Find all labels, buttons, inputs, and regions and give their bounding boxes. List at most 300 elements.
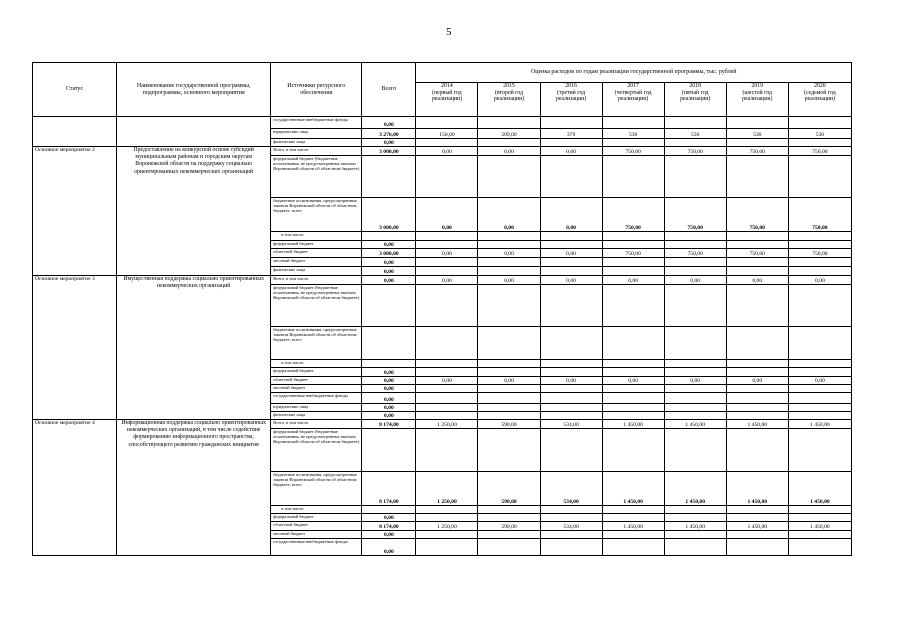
year-value-cell — [788, 429, 851, 472]
name-cell: Информационная поддержка социально ориентированных некоммерческих организаций, в том числе содействие формированию информационного пространства, способствующего развитию гражданских инициатив — [117, 420, 271, 556]
source-cell: государственные внебюджетные фонды — [271, 393, 362, 404]
year-value-cell — [664, 393, 726, 404]
source-cell: областной бюджет — [271, 249, 362, 258]
year-value-cell: 1 450,00 — [664, 472, 726, 506]
source-cell: бюджетные ассигнования, предусмотренные законом Воронежской области об областном бюджете, всего — [271, 198, 362, 232]
year-value-cell: 534,00 — [540, 522, 602, 531]
source-cell: федеральный бюджет (бюджетные ассигнования, не предусмотренные законом Воронежской области об областном бюджете) — [271, 285, 362, 327]
year-value-cell — [540, 117, 602, 129]
year-value-cell: 1 450,00 — [726, 420, 788, 429]
year-value-cell — [602, 385, 664, 393]
header-year-2019 — [726, 83, 788, 117]
year-value-cell: 1 450,00 — [602, 420, 664, 429]
year-value-cell — [602, 412, 664, 420]
year-value-cell — [788, 241, 851, 249]
year-value-cell — [664, 241, 726, 249]
year-value-cell — [478, 429, 540, 472]
source-cell: юридические лица — [271, 404, 362, 412]
year-value-cell: 530 — [726, 129, 788, 139]
year-value-cell — [602, 368, 664, 377]
year-value-cell: 1 250,00 — [416, 472, 478, 506]
year-value-cell: 530 — [664, 129, 726, 139]
year-value-cell: 750,00 — [664, 249, 726, 258]
year-value-cell — [726, 327, 788, 360]
cont-row — [33, 117, 852, 129]
year-value-cell — [416, 327, 478, 360]
year-value-cell — [664, 156, 726, 198]
total-cell: 0,00 — [362, 241, 416, 249]
name-cell: Имущественная поддержка социально ориентированных некоммерческих организаций — [117, 276, 271, 420]
year-number: 2016 — [565, 83, 577, 89]
year-value-cell — [726, 139, 788, 147]
year-value-cell — [478, 258, 540, 267]
year-value-cell — [540, 327, 602, 360]
year-value-cell — [478, 139, 540, 147]
year-value-cell: 0,00 — [478, 377, 540, 385]
year-value-cell — [726, 232, 788, 241]
total-cell — [362, 156, 416, 198]
year-value-cell: 1 250,00 — [416, 420, 478, 429]
year-label: (седьмой год реализации) — [804, 89, 836, 103]
source-cell: местный бюджет — [271, 258, 362, 267]
total-cell: 0,00 — [362, 539, 416, 556]
year-value-cell — [602, 139, 664, 147]
total-cell: 8 174,00 — [362, 472, 416, 506]
source-cell: областной бюджет — [271, 377, 362, 385]
year-value-cell — [664, 539, 726, 556]
source-cell: в том числе: — [271, 360, 362, 368]
year-label: (первый год реализации) — [431, 89, 463, 103]
total-cell: 0,00 — [362, 139, 416, 147]
year-value-cell — [416, 360, 478, 368]
year-value-cell — [416, 267, 478, 276]
year-value-cell — [416, 139, 478, 147]
total-cell: 0,00 — [362, 276, 416, 285]
year-number: 2014 — [441, 83, 453, 89]
year-value-cell — [726, 258, 788, 267]
year-value-cell: 1 450,00 — [664, 420, 726, 429]
year-value-cell — [788, 285, 851, 327]
year-value-cell — [726, 285, 788, 327]
year-value-cell — [726, 393, 788, 404]
year-label: (второй год реализации) — [493, 89, 525, 103]
year-value-cell — [416, 429, 478, 472]
year-value-cell — [788, 156, 851, 198]
source-cell: государственные внебюджетные фонды — [271, 117, 362, 129]
year-value-cell: 0,00 — [788, 377, 851, 385]
year-value-cell — [664, 514, 726, 522]
year-value-cell — [478, 404, 540, 412]
year-value-cell — [416, 385, 478, 393]
year-value-cell: 0,00 — [540, 276, 602, 285]
year-value-cell — [726, 429, 788, 472]
source-cell: Всего, в том числе: — [271, 147, 362, 156]
year-value-cell — [416, 412, 478, 420]
year-value-cell: 1 250,00 — [416, 522, 478, 531]
year-value-cell — [540, 267, 602, 276]
total-cell — [362, 232, 416, 241]
year-value-cell — [664, 117, 726, 129]
year-value-cell — [788, 117, 851, 129]
year-value-cell — [664, 506, 726, 514]
total-cell: 0,00 — [362, 368, 416, 377]
source-cell: Всего, в том числе: — [271, 420, 362, 429]
source-cell: областной бюджет — [271, 522, 362, 531]
year-value-cell — [416, 258, 478, 267]
year-value-cell — [478, 412, 540, 420]
year-value-cell — [478, 531, 540, 539]
total-cell: 0,00 — [362, 258, 416, 267]
year-label: (четвертый год реализации) — [614, 89, 652, 103]
year-value-cell: 0,00 — [664, 377, 726, 385]
year-value-cell: 0,00 — [540, 377, 602, 385]
year-value-cell — [478, 514, 540, 522]
source-cell: федеральный бюджет (бюджетные ассигнования, не предусмотренные законом Воронежской области об областном бюджете) — [271, 429, 362, 472]
year-value-cell — [478, 539, 540, 556]
status-cell: Основное мероприятие 3 — [33, 276, 117, 420]
year-value-cell: 750,00 — [726, 198, 788, 232]
year-value-cell — [664, 139, 726, 147]
year-value-cell: 590,00 — [478, 522, 540, 531]
year-number: 2018 — [689, 83, 701, 89]
year-value-cell — [602, 360, 664, 368]
header-year-2015 — [478, 83, 540, 117]
year-value-cell — [540, 412, 602, 420]
year-value-cell — [602, 241, 664, 249]
year-value-cell — [540, 531, 602, 539]
year-value-cell — [664, 258, 726, 267]
year-value-cell: 1 450,00 — [788, 522, 851, 531]
year-value-cell: 750,00 — [602, 249, 664, 258]
year-value-cell: 590,00 — [478, 472, 540, 506]
total-cell: 0,00 — [362, 385, 416, 393]
source-cell: бюджетные ассигнования, предусмотренные законом Воронежской области об областном бюджете, всего — [271, 472, 362, 506]
source-cell: местный бюджет — [271, 531, 362, 539]
total-cell: 3 000,00 — [362, 249, 416, 258]
year-value-cell — [602, 156, 664, 198]
year-value-cell — [726, 368, 788, 377]
year-value-cell — [478, 393, 540, 404]
year-value-cell — [788, 360, 851, 368]
year-number: 2017 — [627, 83, 639, 89]
year-value-cell: 0,00 — [540, 249, 602, 258]
year-value-cell — [788, 412, 851, 420]
year-value-cell: 750,00 — [664, 198, 726, 232]
year-value-cell — [602, 285, 664, 327]
total-cell: 0,00 — [362, 514, 416, 522]
year-value-cell — [540, 139, 602, 147]
year-value-cell — [478, 232, 540, 241]
year-value-cell — [726, 267, 788, 276]
year-value-cell — [788, 139, 851, 147]
year-value-cell: 534,00 — [540, 472, 602, 506]
year-value-cell — [664, 360, 726, 368]
year-value-cell — [416, 156, 478, 198]
total-cell: 0,00 — [362, 531, 416, 539]
m2-row — [33, 147, 852, 156]
year-value-cell — [602, 267, 664, 276]
year-value-cell — [602, 232, 664, 241]
year-value-cell — [540, 393, 602, 404]
year-value-cell — [664, 404, 726, 412]
total-cell: 8 174,00 — [362, 420, 416, 429]
source-cell: местный бюджет — [271, 385, 362, 393]
year-value-cell: 0,00 — [602, 276, 664, 285]
year-value-cell — [478, 117, 540, 129]
year-value-cell — [416, 232, 478, 241]
year-value-cell: 750,00 — [664, 147, 726, 156]
year-value-cell: 0,00 — [478, 147, 540, 156]
year-value-cell — [602, 506, 664, 514]
status-cell: Основное мероприятие 2 — [33, 147, 117, 276]
year-value-cell — [416, 241, 478, 249]
total-cell — [362, 285, 416, 327]
header-name: Наименование государственной программы, подпрограммы, основного мероприятия — [117, 63, 271, 117]
year-value-cell: 379 — [540, 129, 602, 139]
status-cell: Основное мероприятие 4 — [33, 420, 117, 556]
year-value-cell: 750,00 — [788, 147, 851, 156]
year-label: (шестой год реализации) — [742, 89, 773, 103]
year-value-cell: 0,00 — [726, 276, 788, 285]
year-value-cell: 750,00 — [602, 198, 664, 232]
total-cell: 0,00 — [362, 412, 416, 420]
year-value-cell: 750,00 — [726, 147, 788, 156]
total-cell — [362, 429, 416, 472]
source-cell: физические лица — [271, 267, 362, 276]
year-value-cell — [788, 232, 851, 241]
year-value-cell — [540, 241, 602, 249]
year-value-cell — [726, 514, 788, 522]
header-row — [33, 63, 852, 83]
year-value-cell — [602, 117, 664, 129]
year-value-cell — [788, 393, 851, 404]
source-cell: в том числе: — [271, 506, 362, 514]
year-value-cell: 0,00 — [416, 198, 478, 232]
total-cell: 0,00 — [362, 267, 416, 276]
year-label: (третий год реализации) — [555, 89, 587, 103]
year-value-cell: 0,00 — [664, 276, 726, 285]
page-number: 5 — [446, 26, 452, 38]
year-value-cell — [664, 368, 726, 377]
source-cell: физические лица — [271, 412, 362, 420]
total-cell: 3 000,00 — [362, 198, 416, 232]
year-value-cell — [602, 404, 664, 412]
total-cell — [362, 327, 416, 360]
year-value-cell — [788, 327, 851, 360]
year-value-cell — [602, 393, 664, 404]
status-cell-empty — [33, 117, 117, 147]
source-cell: в том числе: — [271, 232, 362, 241]
year-value-cell — [788, 531, 851, 539]
year-value-cell — [478, 156, 540, 198]
year-value-cell — [726, 156, 788, 198]
year-value-cell: 1 450,00 — [726, 522, 788, 531]
year-value-cell — [788, 385, 851, 393]
year-value-cell — [540, 429, 602, 472]
total-cell: 0,00 — [362, 377, 416, 385]
year-value-cell: 0,00 — [478, 249, 540, 258]
total-cell: 3 000,00 — [362, 147, 416, 156]
year-value-cell: 0,00 — [788, 276, 851, 285]
year-value-cell — [478, 360, 540, 368]
year-value-cell: 0,00 — [416, 249, 478, 258]
year-value-cell: 750,00 — [726, 249, 788, 258]
year-value-cell — [726, 360, 788, 368]
m3-row — [33, 276, 852, 285]
year-value-cell — [540, 156, 602, 198]
year-value-cell: 0,00 — [540, 198, 602, 232]
year-value-cell — [416, 393, 478, 404]
year-value-cell — [788, 404, 851, 412]
year-value-cell — [540, 404, 602, 412]
year-value-cell — [664, 285, 726, 327]
year-value-cell — [602, 539, 664, 556]
year-value-cell: 1 450,00 — [664, 522, 726, 531]
year-value-cell — [416, 531, 478, 539]
year-value-cell — [416, 368, 478, 377]
year-value-cell: 1 450,00 — [726, 472, 788, 506]
year-value-cell — [540, 232, 602, 241]
year-value-cell — [602, 327, 664, 360]
total-cell: 0,00 — [362, 117, 416, 129]
year-label: (пятый год реализации) — [680, 89, 711, 103]
source-cell: государственные внебюджетные фонды — [271, 539, 362, 556]
year-value-cell — [788, 267, 851, 276]
year-value-cell — [540, 360, 602, 368]
header-year-2017 — [602, 83, 664, 117]
year-value-cell — [602, 514, 664, 522]
source-cell: Всего, в том числе: — [271, 276, 362, 285]
year-value-cell — [416, 285, 478, 327]
m4-row — [33, 420, 852, 429]
name-cell: Предоставление на конкурсной основе субсидий муниципальным районам и городским округам Воронежской области на поддержку социально ориентированных некоммерческих организаций — [117, 147, 271, 276]
year-value-cell: 1 450,00 — [602, 472, 664, 506]
year-value-cell: 750,00 — [788, 249, 851, 258]
year-value-cell — [726, 506, 788, 514]
header-year-2020 — [788, 83, 851, 117]
header-source: Источники ресурсного обеспечения — [271, 63, 362, 117]
year-value-cell — [788, 258, 851, 267]
year-value-cell: 1 450,00 — [602, 522, 664, 531]
year-value-cell — [788, 514, 851, 522]
year-value-cell — [540, 385, 602, 393]
year-number: 2015 — [503, 83, 515, 89]
year-value-cell: 1 450,00 — [788, 472, 851, 506]
total-cell — [362, 506, 416, 514]
year-value-cell — [664, 327, 726, 360]
source-cell: федеральный бюджет — [271, 368, 362, 377]
year-value-cell: 0,00 — [416, 377, 478, 385]
year-value-cell — [602, 258, 664, 267]
source-cell: федеральный бюджет — [271, 514, 362, 522]
year-value-cell — [540, 368, 602, 377]
year-value-cell — [540, 258, 602, 267]
year-number: 2020 — [814, 83, 826, 89]
year-value-cell — [540, 285, 602, 327]
year-value-cell — [478, 267, 540, 276]
year-value-cell: 0,00 — [416, 147, 478, 156]
year-value-cell: 0,00 — [416, 276, 478, 285]
year-value-cell — [788, 368, 851, 377]
year-value-cell — [416, 514, 478, 522]
year-value-cell: 0,00 — [602, 377, 664, 385]
header-total: Всего — [362, 63, 416, 117]
header-status: Статус — [33, 63, 117, 117]
year-value-cell — [726, 241, 788, 249]
budget-table-body — [33, 63, 852, 556]
year-value-cell — [788, 506, 851, 514]
year-value-cell: 534,00 — [540, 420, 602, 429]
year-value-cell: 0,00 — [726, 377, 788, 385]
total-cell: 3 276,00 — [362, 129, 416, 139]
year-value-cell — [478, 241, 540, 249]
source-cell: бюджетные ассигнования, предусмотренные законом Воронежской области об областном бюджете, всего — [271, 327, 362, 360]
total-cell: 0,00 — [362, 404, 416, 412]
year-value-cell — [416, 539, 478, 556]
year-value-cell — [478, 368, 540, 377]
year-value-cell — [540, 539, 602, 556]
year-value-cell — [478, 285, 540, 327]
year-number: 2019 — [751, 83, 764, 89]
year-value-cell — [416, 506, 478, 514]
year-value-cell — [664, 412, 726, 420]
year-value-cell — [540, 514, 602, 522]
year-value-cell: 750,00 — [788, 198, 851, 232]
year-value-cell — [478, 506, 540, 514]
year-value-cell — [664, 267, 726, 276]
source-cell: федеральный бюджет (бюджетные ассигнования, не предусмотренные законом Воронежской области об областном бюджете) — [271, 156, 362, 198]
year-value-cell — [726, 117, 788, 129]
source-cell: федеральный бюджет — [271, 241, 362, 249]
budget-table — [32, 62, 852, 556]
year-value-cell — [416, 117, 478, 129]
year-value-cell: 590,00 — [478, 420, 540, 429]
year-value-cell — [602, 531, 664, 539]
year-value-cell: 589,00 — [478, 129, 540, 139]
year-value-cell — [478, 385, 540, 393]
source-cell: физические лица — [271, 139, 362, 147]
name-cell-empty — [117, 117, 271, 147]
year-value-cell — [726, 412, 788, 420]
header-year-2016 — [540, 83, 602, 117]
year-value-cell — [664, 385, 726, 393]
year-value-cell: 750,00 — [602, 147, 664, 156]
year-value-cell — [788, 539, 851, 556]
year-value-cell: 1 450,00 — [788, 420, 851, 429]
year-value-cell — [664, 232, 726, 241]
year-value-cell — [664, 429, 726, 472]
year-value-cell — [478, 327, 540, 360]
year-value-cell — [540, 506, 602, 514]
header-estimate: Оценка расходов по годам реализации государственной программы, тыс. рублей — [416, 63, 852, 83]
year-value-cell: 158,00 — [416, 129, 478, 139]
year-value-cell — [602, 429, 664, 472]
year-value-cell: 0,00 — [540, 147, 602, 156]
source-cell: юридические лица — [271, 129, 362, 139]
year-value-cell — [726, 404, 788, 412]
year-value-cell: 0,00 — [478, 198, 540, 232]
total-cell: 0,00 — [362, 393, 416, 404]
total-cell: 8 174,00 — [362, 522, 416, 531]
header-year-2018 — [664, 83, 726, 117]
year-value-cell: 530 — [602, 129, 664, 139]
year-value-cell — [416, 404, 478, 412]
year-value-cell: 0,00 — [478, 276, 540, 285]
year-value-cell — [726, 531, 788, 539]
year-value-cell: 530 — [788, 129, 851, 139]
total-cell — [362, 360, 416, 368]
header-year-2014 — [416, 83, 478, 117]
